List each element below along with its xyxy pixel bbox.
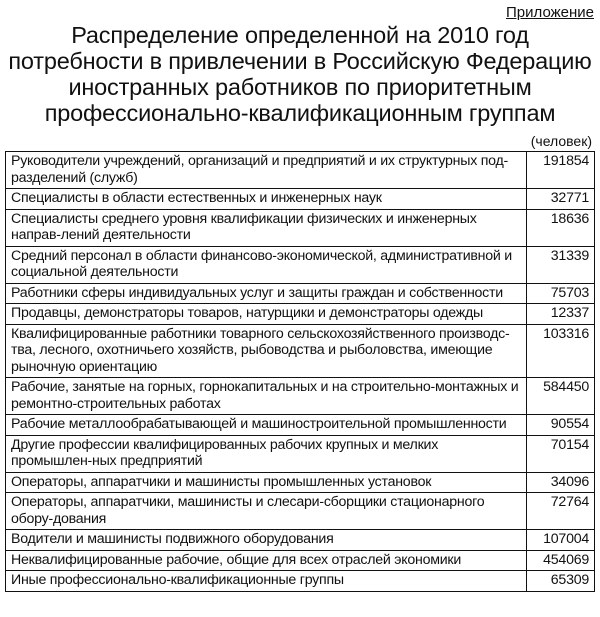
row-category-name: Руководители учреждений, организаций и предприятий и их структурных под-разделений (служб) <box>6 152 527 189</box>
table-row <box>6 189 595 210</box>
workforce-table <box>5 151 595 592</box>
table-row <box>6 283 595 304</box>
row-category-name: Водители и машинисты подвижного оборудования <box>6 530 527 551</box>
table-row <box>6 304 595 325</box>
appendix-label: Приложение <box>506 4 594 21</box>
row-worker-count: 90554 <box>527 415 595 436</box>
row-worker-count: 31339 <box>527 246 595 283</box>
table-body <box>6 152 595 592</box>
row-worker-count: 72764 <box>527 493 595 530</box>
row-worker-count: 70154 <box>527 435 595 472</box>
row-worker-count: 584450 <box>527 378 595 415</box>
title-line: профессионально-квалификационным группам <box>44 100 556 126</box>
unit-label: (человек) <box>530 133 592 149</box>
document-title <box>0 22 600 126</box>
table-row <box>6 378 595 415</box>
row-category-name: Другие профессии квалифицированных рабочих крупных и мелких промышлен-ных предприятий <box>6 435 527 472</box>
table-row <box>6 550 595 571</box>
row-category-name: Иные профессионально-квалификационные группы <box>6 571 527 592</box>
row-worker-count: 107004 <box>527 530 595 551</box>
row-worker-count: 32771 <box>527 189 595 210</box>
row-worker-count: 18636 <box>527 209 595 246</box>
table-row <box>6 209 595 246</box>
table-row <box>6 246 595 283</box>
row-category-name: Квалифицированные работники товарного сельскохозяйственного производс-тва, лесного, охотничьего хозяйств, рыбоводства и рыболовства, имеющие рыночную ориентацию <box>6 324 527 378</box>
row-worker-count: 191854 <box>527 152 595 189</box>
row-worker-count: 454069 <box>527 550 595 571</box>
table-row <box>6 493 595 530</box>
row-worker-count: 103316 <box>527 324 595 378</box>
row-worker-count: 34096 <box>527 472 595 493</box>
row-worker-count: 12337 <box>527 304 595 325</box>
row-category-name: Специалисты в области естественных и инженерных наук <box>6 189 527 210</box>
row-worker-count: 75703 <box>527 283 595 304</box>
table-row <box>6 152 595 189</box>
title-line: потребности в привлечении в Российскую Федерацию <box>8 48 592 74</box>
title-line: Распределение определенной на 2010 год <box>71 22 529 48</box>
row-category-name: Работники сферы индивидуальных услуг и защиты граждан и собственности <box>6 283 527 304</box>
row-category-name: Неквалифицированные рабочие, общие для всех отраслей экономики <box>6 550 527 571</box>
table-row <box>6 472 595 493</box>
row-category-name: Специалисты среднего уровня квалификации физических и инженерных направ-лений деятельности <box>6 209 527 246</box>
row-category-name: Продавцы, демонстраторы товаров, натурщики и демонстраторы одежды <box>6 304 527 325</box>
row-category-name: Операторы, аппаратчики, машинисты и слесари-сборщики стационарного обору-дования <box>6 493 527 530</box>
row-category-name: Средний персонал в области финансово-экономической, административной и социальной деятельности <box>6 246 527 283</box>
row-worker-count: 65309 <box>527 571 595 592</box>
table-row <box>6 571 595 592</box>
table-row <box>6 415 595 436</box>
table-row <box>6 530 595 551</box>
table-row <box>6 435 595 472</box>
row-category-name: Рабочие металлообрабатывающей и машиностроительной промышленности <box>6 415 527 436</box>
row-category-name: Операторы, аппаратчики и машинисты промышленных установок <box>6 472 527 493</box>
row-category-name: Рабочие, занятые на горных, горнокапитальных и на строительно-монтажных и ремонтно-строительных работах <box>6 378 527 415</box>
title-line: иностранных работников по приоритетным <box>68 74 532 100</box>
table-row <box>6 324 595 378</box>
